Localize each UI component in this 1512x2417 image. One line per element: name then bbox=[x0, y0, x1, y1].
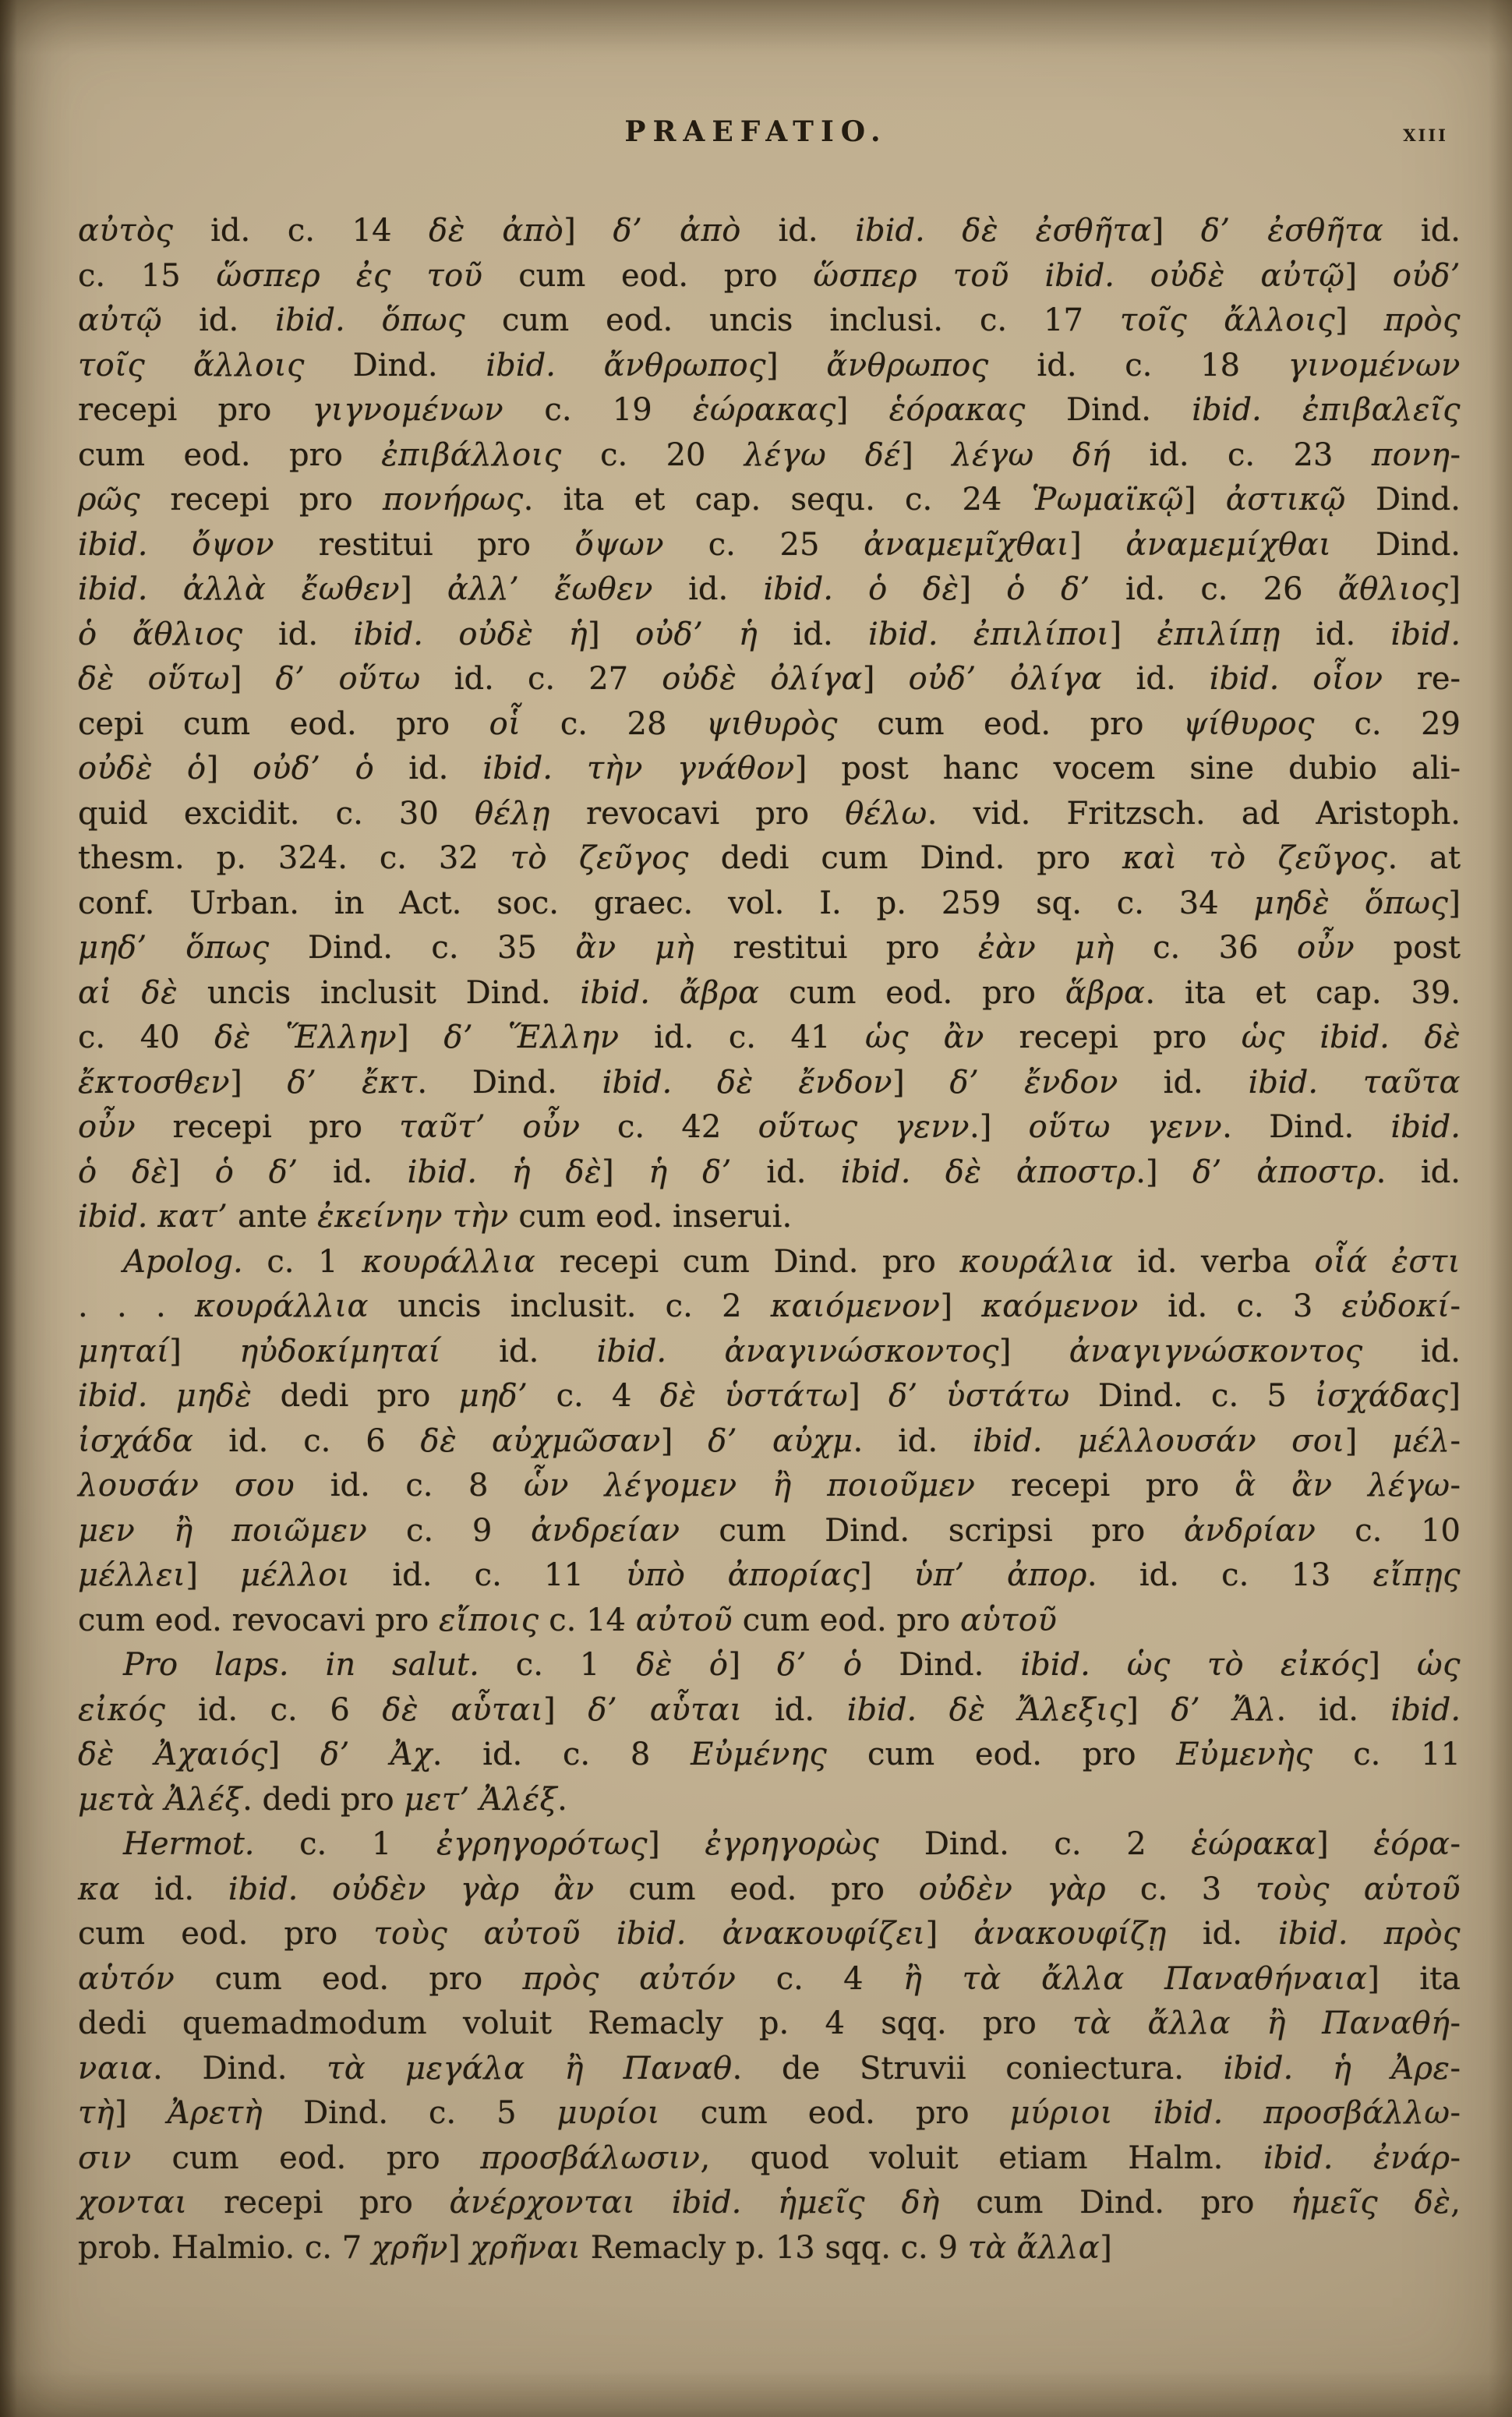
text-line: quid excidit. c. 30 θέλῃ revocavi pro θέλω. vid. Fritzsch. ad Aristoph. bbox=[78, 795, 1461, 832]
text-line: cepi cum eod. pro οἷ c. 28 ψιθυρὸς cum eod. pro ψίθυρος c. 29 bbox=[78, 705, 1461, 742]
text-line: ibid. κατ’ ante ἐκείνην τὴν cum eod. inserui. bbox=[78, 1199, 793, 1235]
text-line: ibid. ὄψον restitui pro ὄψων c. 25 ἀναμεμῖχθαι] ἀναμεμίχθαι Dind. bbox=[78, 526, 1461, 563]
text-line: ibid. ἀλλὰ ἔωθεν] ἀλλ’ ἔωθεν id. ibid. ὁ δὲ] ὁ δ’ id. c. 26 ἄθλιος] bbox=[78, 571, 1461, 607]
text-block bbox=[78, 209, 1461, 2270]
text-line: μηταί] ηὐδοκίμηταί id. ibid. ἀναγινώσκοντος] ἀναγιγνώσκοντος id. bbox=[78, 1333, 1461, 1369]
text-line: cum eod. revocavi pro εἴποις c. 14 αὐτοῦ cum eod. pro αὑτοῦ bbox=[78, 1602, 1058, 1638]
text-line: εἰκός id. c. 6 δὲ αὗται] δ’ αὗται id. ibid. δὲ Ἄλεξις] δ’ Ἄλ. id. ibid. bbox=[78, 1691, 1461, 1728]
text-line: μετὰ Ἀλέξ. dedi pro μετ’ Ἀλέξ. bbox=[78, 1781, 567, 1818]
text-line: μέλλει] μέλλοι id. c. 11 ὑπὸ ἀπορίας] ὑπ’ ἀπορ. id. c. 13 εἴπῃς bbox=[78, 1557, 1461, 1593]
text-line: σιν cum eod. pro προσβάλωσιν, quod voluit etiam Halm. ibid. ἐνάρ- bbox=[78, 2140, 1461, 2176]
text-line: λουσάν σου id. c. 8 ὧν λέγομεν ἢ ποιοῦμεν recepi pro ἃ ἂν λέγω- bbox=[78, 1468, 1461, 1504]
text-line: recepi pro γιγνομένων c. 19 ἑώρακας] ἑόρακας Dind. ibid. ἐπιβαλεῖς bbox=[78, 392, 1461, 428]
text-line: . . . κουράλλια uncis inclusit. c. 2 καιόμενον] καόμενον id. c. 3 εὐδοκί- bbox=[78, 1288, 1461, 1324]
text-line: αὐτὸς id. c. 14 δὲ ἀπὸ] δ’ ἀπὸ id. ibid. δὲ ἐσθῆτα] δ’ ἐσθῆτα id. bbox=[78, 213, 1461, 249]
text-line: δὲ Ἀχαιός] δ’ Ἀχ. id. c. 8 Εὐμένης cum eod. pro Εὐμενὴς c. 11 bbox=[78, 1737, 1461, 1772]
text-line: ναια. Dind. τὰ μεγάλα ἢ Παναθ. de Struvii coniectura. ibid. ἡ Ἀρε- bbox=[78, 2050, 1461, 2087]
text-line: ὁ ἄθλιος id. ibid. οὐδὲ ἡ] οὐδ’ ἡ id. ibid. ἐπιλίποι] ἐπιλίπῃ id. ibid. bbox=[78, 616, 1461, 652]
text-line: ἰσχάδα id. c. 6 δὲ αὐχμῶσαν] δ’ αὐχμ. id. ibid. μέλλουσάν σοι] μέλ- bbox=[78, 1422, 1461, 1459]
text-line: μεν ἢ ποιῶμεν c. 9 ἀνδρείαν cum Dind. scripsi pro ἀνδρίαν c. 10 bbox=[78, 1512, 1461, 1549]
text-line: αἱ δὲ uncis inclusit Dind. ibid. ἄβρα cum eod. pro ἅβρα. ita et cap. 39. bbox=[78, 974, 1461, 1011]
text-line: κα id. ibid. οὐδὲν γὰρ ἂν cum eod. pro οὐδὲν γὰρ c. 3 τοὺς αὑτοῦ bbox=[78, 1871, 1461, 1907]
text-line: prob. Halmio. c. 7 χρῆν] χρῆναι Remacly p. 13 sqq. c. 9 τὰ ἄλλα] bbox=[78, 2229, 1112, 2266]
text-line: οὖν recepi pro ταῦτ’ οὖν c. 42 οὕτως γενν.] οὕτω γενν. Dind. ibid. bbox=[78, 1109, 1461, 1145]
text-line: Hermot. c. 1 ἐγρηγορότως] ἐγρηγορὼς Dind. c. 2 ἑώρακα] ἑόρα- bbox=[123, 1826, 1461, 1862]
text-line: ἔκτοσθεν] δ’ ἔκτ. Dind. ibid. δὲ ἔνδον] δ’ ἔνδον id. ibid. ταῦτα bbox=[78, 1064, 1461, 1101]
text-line: αὑτόν cum eod. pro πρὸς αὐτόν c. 4 ἢ τὰ ἄλλα Παναθήναια] ita bbox=[78, 1960, 1461, 1997]
text-line: conf. Urban. in Act. soc. graec. vol. I. p. 259 sq. c. 34 μηδὲ ὅπως] bbox=[78, 885, 1461, 921]
text-line: τὴ] Ἀρετὴ Dind. c. 5 μυρίοι cum eod. pro μύριοι ibid. προσβάλλω- bbox=[78, 2095, 1461, 2131]
page-title: PRAEFATIO. bbox=[624, 115, 888, 148]
text-line: cum eod. pro ἐπιβάλλοις c. 20 λέγω δέ] λέγω δή id. c. 23 πονη- bbox=[78, 436, 1461, 473]
text-line: c. 40 δὲ Ἕλλην] δ’ Ἕλλην id. c. 41 ὡς ἂν recepi pro ὡς ibid. δὲ bbox=[78, 1019, 1461, 1055]
text-line: Apolog. c. 1 κουράλλια recepi cum Dind. pro κουράλια id. verba οἷά ἐστι bbox=[123, 1243, 1461, 1280]
text-line: thesm. p. 324. c. 32 τὸ ζεῦγος dedi cum Dind. pro καὶ τὸ ζεῦγος. at bbox=[78, 840, 1461, 876]
text-line: οὐδὲ ὁ] οὐδ’ ὁ id. ibid. τὴν γνάθον] post hanc vocem sine dubio ali- bbox=[78, 751, 1461, 786]
text-line: ὁ δὲ] ὁ δ’ id. ibid. ἡ δὲ] ἡ δ’ id. ibid. δὲ ἀποστρ.] δ’ ἀποστρ. id. bbox=[78, 1154, 1461, 1190]
text-line: ρῶς recepi pro πονήρως. ita et cap. sequ. c. 24 Ῥωμαϊκῷ] ἀστικῷ Dind. bbox=[78, 482, 1461, 518]
text-line: c. 15 ὥσπερ ἐς τοῦ cum eod. pro ὥσπερ τοῦ ibid. οὐδὲ αὐτῷ] οὐδ’ bbox=[78, 257, 1461, 294]
text-line: μηδ’ ὅπως Dind. c. 35 ἂν μὴ restitui pro ἐὰν μὴ c. 36 οὖν post bbox=[78, 930, 1461, 966]
text-line: dedi quemadmodum voluit Remacly p. 4 sqq. pro τὰ ἄλλα ἢ Παναθή- bbox=[78, 2005, 1461, 2041]
text-line: cum eod. pro τοὺς αὐτοῦ ibid. ἀνακουφίζει] ἀνακουφίζῃ id. ibid. πρὸς bbox=[78, 1916, 1461, 1952]
text-line: δὲ οὕτω] δ’ οὕτω id. c. 27 οὐδὲ ὀλίγα] οὐδ’ ὀλίγα id. ibid. οἷον re- bbox=[78, 661, 1461, 697]
text-line: τοῖς ἄλλοις Dind. ibid. ἄνθρωπος] ἄνθρωπος id. c. 18 γινομένων bbox=[78, 347, 1461, 383]
page-number: xiii bbox=[1403, 120, 1448, 147]
text-line: αὐτῷ id. ibid. ὅπως cum eod. uncis inclusi. c. 17 τοῖς ἄλλοις] πρὸς bbox=[78, 302, 1461, 338]
text-line: ibid. μηδὲ dedi pro μηδ’ c. 4 δὲ ὑστάτω] δ’ ὑστάτω Dind. c. 5 ἰσχάδας] bbox=[78, 1378, 1461, 1414]
text-line: Pro laps. in salut. c. 1 δὲ ὁ] δ’ ὁ Dind. ibid. ὡς τὸ εἰκός] ὡς bbox=[123, 1647, 1461, 1683]
page-header bbox=[0, 115, 1512, 162]
text-line: χονται recepi pro ἀνέρχονται ibid. ἡμεῖς δὴ cum Dind. pro ἡμεῖς δὲ, bbox=[78, 2185, 1461, 2221]
